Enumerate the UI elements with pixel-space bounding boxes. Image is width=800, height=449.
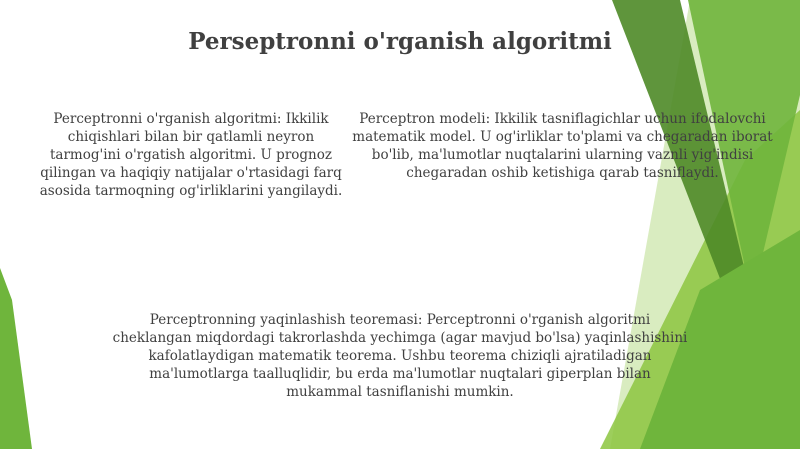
perceptron-model-text: Perceptron modeli: Ikkilik tasniflagichlar uchun ifodalovchi matematik model. U og'irliklar to'plami va chegaradan iborat bo'lib, ma'lumotlar nuqtalarini ularning vaznli yig'indisi chegaradan oshib ketishiga qarab tasniflaydi. xyxy=(352,111,773,181)
learning-algorithm-text: Perceptronni o'rganish algoritmi: Ikkilik chiqishlari bilan bir qatlamli neyron tarmog'ini o'rgatish algoritmi. U prognoz qilingan va haqiqiy natijalar o'rtasidagi farq asosida tarmoqning og'irliklarini yangilaydi. xyxy=(39,111,343,199)
left-accent-shape xyxy=(0,268,32,449)
slide-title: Perseptronni o'rganish algoritmi xyxy=(188,28,612,55)
convergence-theorem-text: Perceptronning yaqinlashish teoremasi: Perceptronni o'rganish algoritmi cheklangan miqdordagi takrorlashda yechimga (agar mavjud bo'lsa) yaqinlashishini kafolatlaydigan matematik teorema. Ushbu teorema chiziqli ajratiladigan ma'lumotlarga taalluqlidir, bu erda ma'lumotlar nuqtalari giperplan bilan mukammal tasniflanishi mumkin. xyxy=(112,312,688,400)
